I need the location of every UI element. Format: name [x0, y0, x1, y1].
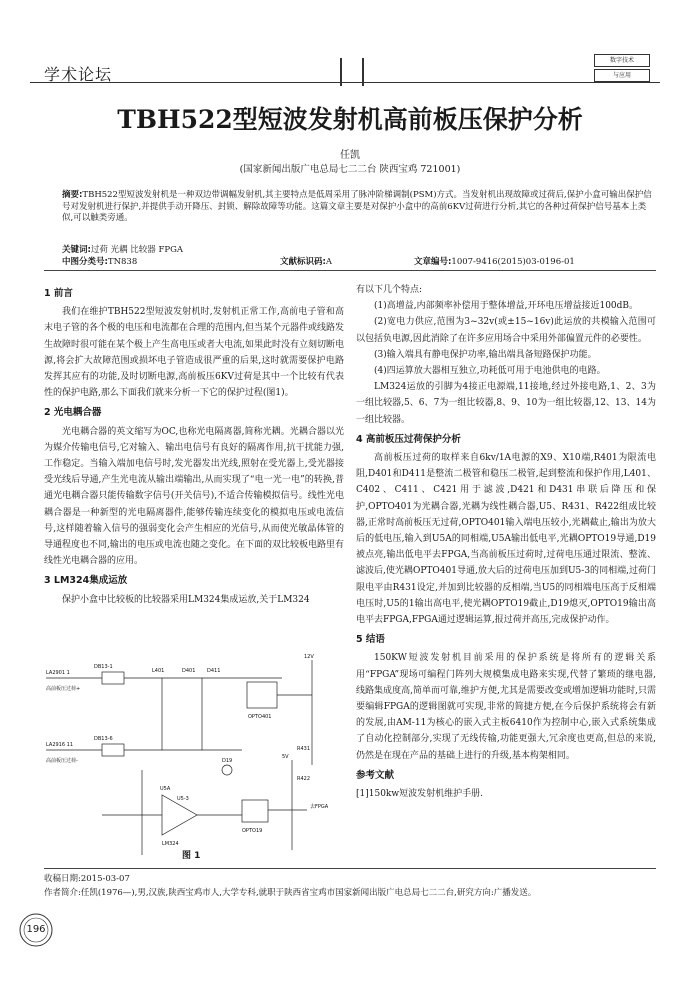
- fig-label: L401: [152, 668, 165, 674]
- fig-label: LA2916 11: [46, 742, 73, 748]
- logo-top: 数字技术: [594, 54, 650, 67]
- article-title: TBH522型短波发射机高前板压保护分析: [117, 105, 583, 134]
- section-1-text: 我们在维护TBH522型短波发射机时,发射机正常工作,高前电子管和高末电子管的各个极的电压和电流都在合理的范围内,但当某个元器件或线路发生故障时很可能在某个极上产生高电压或者大电流,如果此时没有立刻切断电源,将会扩大故障范围或损坏电子管造成很严重的后果,这时就需要保护电路发挥其应有的功能,及时切断电源,高前板压6KV过荷是其中一个比较有代表性的保护电路,那么下面我们就来分析一下它的保护过程(图1)。: [44, 307, 344, 399]
- section-1-heading: 1 前言: [44, 288, 73, 299]
- section-2-text: 光电耦合器的英文缩写为OC,也称光电隔离器,简称光耦。光耦合器以光为媒介传输电信号,它对输入、输出电信号有良好的隔离作用,抗干扰能力强,工作稳定。当输入端加电信号时,发光器发出光线,照射在受光器上,受光器接受光线后导通,产生光电流从输出端输出,从而实现了“电一光一电”的转换,普通光电耦合器只能传输数字信号(开关信号),不适合传输模拟信号。线性光电耦合器是一种新型的光电隔离器件,能够传输连续变化的模拟电压或电流信号,这样随着输入信号的强弱变化会产生相应的光信号,从而使光敏晶体管的导通程度也不同,输出的电压或电流也随之变化。在下面的双比较板电路里有线性光电耦合器的应用。: [44, 426, 344, 567]
- abstract-label: 摘要:: [62, 190, 83, 200]
- fig-label: R422: [297, 776, 311, 782]
- fig-label: LA2901 1: [46, 670, 70, 676]
- references-heading: 参考文献: [356, 769, 395, 781]
- section-5-heading: 5 结语: [356, 634, 385, 646]
- doc-code: A: [325, 257, 333, 267]
- page-header: [0, 52, 700, 92]
- lm324-feature-3: (3)输入端具有静电保护功率,输出端具备短路保护功能。: [374, 349, 597, 360]
- left-column: [44, 282, 344, 608]
- author-name: 任凯: [340, 150, 360, 161]
- fig-label: 高前板压过荷-: [46, 758, 78, 764]
- lm324-feature-2: (2)宽电力供应,范围为3~32v(或±15~16v)此运放的共模输入范围可以包括负电源,因此消除了在许多应用场合中采用外部偏置元件的必要性。: [356, 317, 656, 344]
- fig-label: OPTO401: [248, 714, 272, 720]
- right-column: [356, 282, 656, 802]
- fig-label: 5V: [282, 754, 289, 760]
- section-4-heading: 4 高前板压过荷保护分析: [356, 433, 461, 445]
- header-ornament: [340, 58, 364, 86]
- keywords: 过荷 光耦 比较器 FPGA: [90, 245, 184, 255]
- fig-label: D411: [207, 668, 221, 674]
- fig-label: DB13-6: [94, 736, 113, 742]
- fig-label: U5-3: [177, 796, 189, 802]
- abstract-rule: [44, 270, 656, 271]
- article-number-label: 文章编号:: [414, 257, 452, 267]
- page-number: 196: [26, 924, 46, 935]
- lm324-feature-4: (4)四运算放大器相互独立,功耗低可用于电池供电的电路。: [374, 366, 606, 377]
- clc-label: 中图分类号:: [62, 257, 108, 267]
- fig-label: 12V: [304, 654, 314, 660]
- lm324-intro: 有以下几个特点:: [356, 285, 423, 295]
- figure-caption: 图 1: [182, 851, 201, 861]
- section-3-heading: 3 LM324集成运放: [44, 575, 128, 587]
- fig-label: U5A: [160, 786, 171, 792]
- lm324-feature-1: (1)高增益,内部频率补偿用于整体增益,开环电压增益接近100dB。: [374, 301, 639, 312]
- doc-code-label: 文献标识码:: [280, 257, 326, 267]
- affiliation: (国家新闻出版广电总局七二二台 陕西宝鸡 721001): [239, 164, 461, 175]
- journal-logo: [594, 52, 650, 84]
- section-title: 学术论坛: [44, 65, 113, 84]
- section-2-heading: 2 光电耦合器: [44, 407, 102, 419]
- fig-label: R431: [297, 746, 311, 752]
- article-number: 1007-9416(2015)03-0196-01: [451, 257, 575, 267]
- abstract-text: TBH522型短波发射机是一种双边带调幅发射机,其主要特点是低周采用了脉冲阶梯调制(PSM)方式。当发射机出现故障或过荷后,保护小盒可输出保护信号对发射机进行保护,并提供手动开降压、封锁、解除故障等功能。这篇文章主要是对保护小盒中的高前6KV过荷进行分析,其它的各种过荷保护信号基本上类似,可以触类旁通。: [62, 190, 652, 223]
- fig-label: 高前板压过荷+: [46, 686, 81, 692]
- fig-label: DB13-1: [94, 664, 113, 670]
- logo-bottom: 与应用: [594, 69, 650, 82]
- clc-number: TN838: [107, 257, 138, 267]
- section-4-text: 高前板压过荷的取样来自6kv/1A电源的X9、X10端,R401为限流电阻,D401和D411是整流二极管和稳压二极管,起到整流和保护作用,L401、C402、C411、C421用于滤波,D421和D431串联后降压和保护,OPTO401为光耦合器,光耦为线性耦合器,U5、R431、R422组成比较器,正常时高前板压无过荷,OPTO401输入端电压较小,光耦截止,输出为放大后的低电压,输入到U5A的同相端,U5A输出低电平,光耦OPTO19导通,D19被点亮,输出低电平去FPGA,当高前板压过荷时,过荷电压通过限流、整流、滤波后,使光耦OPTO401导通,放大后的过荷电压加到U5-3的同相端,过荷门限电平由R431设定,并加到比较器的反相端,当U5的同相端电压高于反相端电压时,U5的1输出高电平,使光耦OPTO19截止,D19熄灭,OPTO19输出高电平去FPGA,FPGA通过逻辑运算,报过荷并高压,完成保护动作。: [356, 453, 656, 626]
- received-date: 收稿日期:2015-03-07: [44, 874, 130, 884]
- section-5-text: 150KW短波发射机目前采用的保护系统是将所有的逻辑关系用“FPGA”现场可编程门阵列大规模集成电路来实现,代替了繁琐的继电器,线路集成度高,简单而可靠,维护方便,尤其是需要改变或增加逻辑功能时,只需要编辑FPGA的逻辑图就可实现,非常的简捷方便,在今后保护系统将会有新的发展,由AM-11为核心的嵌入式主板6410作为控制中心,嵌入式系统集成了自动化控制部分,实现了无线传输,功能更强大,冗余度也更高,但总的来说,仍然是在现在产品的基础上进行的升级,基本构架相同。: [356, 653, 656, 761]
- fig-label: LM324: [162, 841, 179, 847]
- abstract: [62, 190, 652, 225]
- author-bio: 作者简介:任凯(1976—),男,汉族,陕西宝鸡市人,大学专科,就职于陕西省宝鸡市国家新闻出版广电总局七二二台,研究方向:广播发送。: [44, 888, 537, 898]
- fig-label: OPTO19: [242, 828, 263, 834]
- section-3-text: 保护小盒中比较板的比较器采用LM324集成运放,关于LM324: [62, 594, 310, 605]
- circuit-figure: [42, 650, 342, 860]
- footer-rule: [44, 868, 656, 869]
- fig-label: D19: [222, 758, 233, 764]
- lm324-pins: LM324运放的引脚为4接正电源端,11接地,经过外接电路,1、2、3为一组比较器,5、6、7为一组比较器,8、9、10为一组比较器,12、13、14为一组比较器。: [356, 382, 656, 425]
- reference-1: [1]150kw短波发射机维护手册.: [356, 789, 483, 800]
- fig-label: D401: [182, 668, 196, 674]
- fig-label: 去FPGA: [310, 804, 329, 810]
- keywords-label: 关键词:: [62, 245, 91, 255]
